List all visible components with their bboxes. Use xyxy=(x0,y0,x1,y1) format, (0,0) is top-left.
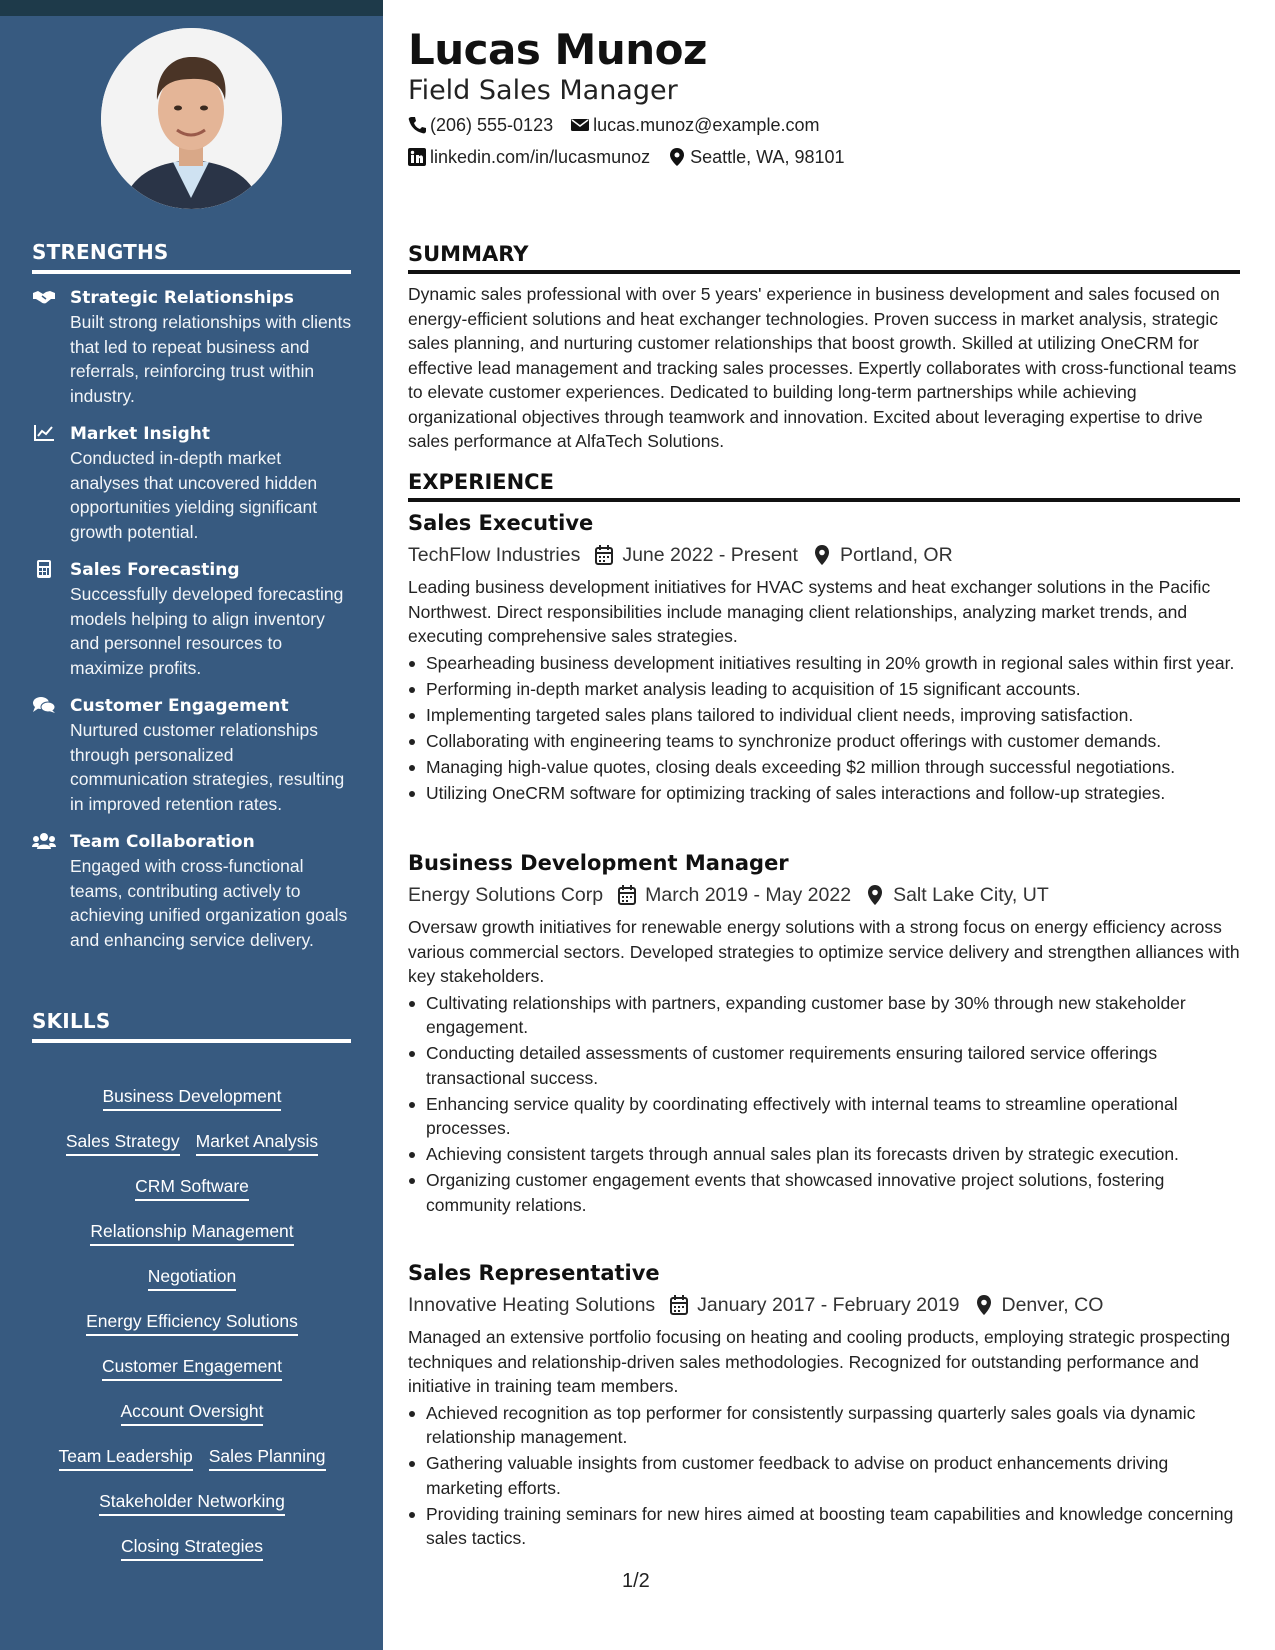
job-title: Sales Representative xyxy=(408,1261,660,1285)
company-name: Energy Solutions Corp xyxy=(408,884,604,906)
strength-title: Sales Forecasting xyxy=(70,560,240,580)
candidate-title: Field Sales Manager xyxy=(408,75,678,106)
job-description: Managed an extensive portfolio focusing on heating and cooling products, employing strategic prospecting techniques and relationship-driven sales methodologies. Recognized for outstanding performance and initiative in training team members. xyxy=(408,1327,1231,1396)
skill-row xyxy=(32,1173,352,1218)
bullet-item: Gathering valuable insights from customer feedback to advise on product enhancements driving marketing efforts. xyxy=(408,1451,1240,1500)
strength-item xyxy=(32,558,352,680)
map-pin-icon xyxy=(974,1295,994,1315)
map-pin-icon xyxy=(865,885,885,905)
bullet-item: Enhancing service quality by coordinating effectively with internal teams to streamline operational processes. xyxy=(408,1092,1240,1141)
linkedin-text: linkedin.com/in/lucasmunoz xyxy=(430,147,651,167)
bullet-item: Achieved recognition as top performer for consistently surpassing quarterly sales goals via dynamic relationship management. xyxy=(408,1401,1240,1450)
calendar-icon xyxy=(594,545,614,565)
strength-title: Team Collaboration xyxy=(70,832,255,852)
calendar-icon xyxy=(617,885,637,905)
location-text: Denver, CO xyxy=(1001,1294,1104,1316)
contact-row-2 xyxy=(408,145,863,169)
chart-line-icon xyxy=(32,424,56,442)
skill-tag: Negotiation xyxy=(148,1264,237,1291)
comments-icon xyxy=(32,696,56,714)
strength-title: Customer Engagement xyxy=(70,696,289,716)
job-bullets xyxy=(408,1401,1240,1551)
job-title: Business Development Manager xyxy=(408,851,789,875)
skill-tag: Team Leadership xyxy=(59,1444,193,1471)
skills-list xyxy=(32,1083,352,1578)
skills-heading: SKILLS xyxy=(32,1009,351,1043)
contact-row xyxy=(408,113,837,137)
email-text: lucas.munoz@example.com xyxy=(593,115,820,135)
dates-text: March 2019 - May 2022 xyxy=(645,884,852,906)
profile-photo xyxy=(101,28,282,209)
skill-tag: Sales Planning xyxy=(209,1444,326,1471)
map-pin-icon xyxy=(812,545,832,565)
job-entry xyxy=(408,849,1240,1219)
job-meta xyxy=(408,1289,1240,1321)
location-text: Portland, OR xyxy=(839,544,953,566)
job-title: Sales Executive xyxy=(408,511,594,535)
location-text: Salt Lake City, UT xyxy=(893,884,1049,906)
skill-tag: Stakeholder Networking xyxy=(99,1489,285,1516)
strengths-heading: STRENGTHS xyxy=(32,240,351,274)
bullet-item: Spearheading business development initiatives resulting in 20% growth in regional sales within first year. xyxy=(408,651,1240,676)
skill-row xyxy=(32,1263,352,1308)
location-text: Seattle, WA, 98101 xyxy=(690,147,845,167)
bullet-item: Providing training seminars for new hires aimed at boosting team capabilities and knowledge concerning sales tactics. xyxy=(408,1502,1240,1551)
job-bullets xyxy=(408,991,1240,1218)
bullet-item: Conducting detailed assessments of customer requirements ensuring tailored service offerings transactional success. xyxy=(408,1041,1240,1090)
linkedin-icon xyxy=(408,148,426,166)
bullet-item: Achieving consistent targets through annual sales plan its forecasts driven by strategic execution. xyxy=(408,1142,1240,1167)
skill-tag: Account Oversight xyxy=(121,1399,264,1426)
strength-item xyxy=(32,422,352,544)
contact-location xyxy=(668,145,844,169)
skill-row xyxy=(32,1533,352,1578)
job-description: Oversaw growth initiatives for renewable energy solutions with a strong focus on energy efficiency across various commercial sectors. Developed strategies to optimize service delivery and strengthen alliances with key stakeholders. xyxy=(408,917,1240,986)
phone-icon xyxy=(408,116,426,134)
skill-row xyxy=(32,1443,352,1488)
contact-phone xyxy=(408,113,553,137)
strength-title: Market Insight xyxy=(70,424,210,444)
job-dates xyxy=(617,879,851,911)
strength-item xyxy=(32,286,352,408)
strength-title: Strategic Relationships xyxy=(70,288,294,308)
contact-linkedin[interactable] xyxy=(408,145,650,169)
strength-item xyxy=(32,830,352,952)
candidate-name: Lucas Munoz xyxy=(408,25,707,74)
job-meta xyxy=(408,879,1240,911)
summary-heading: SUMMARY xyxy=(408,242,1240,274)
strength-desc: Nurtured customer relationships through personalized communication strategies, resulting in improved retention rates. xyxy=(70,720,345,814)
skill-row xyxy=(32,1083,352,1128)
skill-row xyxy=(32,1218,352,1263)
skill-tag: Customer Engagement xyxy=(102,1354,282,1381)
company-name: TechFlow Industries xyxy=(408,544,581,566)
bullet-item: Implementing targeted sales plans tailored to individual client needs, improving satisfaction. xyxy=(408,703,1240,728)
company-name: Innovative Heating Solutions xyxy=(408,1294,656,1316)
calculator-icon xyxy=(32,560,56,578)
page-number: 1/2 xyxy=(622,1570,650,1592)
job-description: Leading business development initiatives for HVAC systems and heat exchanger solutions in the Pacific Northwest. Direct responsibilities include managing client relationships, analyzing market trends, and executing comprehensive sales strategies. xyxy=(408,577,1211,646)
phone-text: (206) 555-0123 xyxy=(430,115,554,135)
job-entry xyxy=(408,509,1240,807)
bullet-item: Performing in-depth market analysis leading to acquisition of 15 significant accounts. xyxy=(408,677,1240,702)
skill-tag: Market Analysis xyxy=(196,1129,319,1156)
summary-text: Dynamic sales professional with over 5 years' experience in business development and sales focused on energy-efficient solutions and heat exchanger technologies. Proven success in market analysis, strategic sales planning, and nurturing customer relationships that boost growth. Skilled at utilizing OneCRM for effective lead management and tracking sales processes. Expertly collaborates with cross-functional teams to elevate customer experiences. Dedicated to building long-term partnerships while achieving organizational objectives through teamwork and innovation. Excited about leveraging expertise to drive sales performance at AlfaTech Solutions. xyxy=(408,284,1237,451)
strength-desc: Conducted in-depth market analyses that uncovered hidden opportunities yielding significant growth potential. xyxy=(70,448,318,542)
skill-tag: CRM Software xyxy=(135,1174,249,1201)
skill-row xyxy=(32,1488,352,1533)
strength-item xyxy=(32,694,352,816)
calendar-icon xyxy=(669,1295,689,1315)
handshake-icon xyxy=(32,288,56,306)
skill-row xyxy=(32,1128,352,1173)
strength-desc: Successfully developed forecasting models helping to align inventory and personnel resources to maximize profits. xyxy=(70,584,344,678)
strength-desc: Built strong relationships with clients that led to repeat business and referrals, reinforcing trust within industry. xyxy=(70,312,352,406)
job-dates xyxy=(594,539,798,571)
skill-tag: Sales Strategy xyxy=(66,1129,180,1156)
dates-text: June 2022 - Present xyxy=(622,544,798,566)
sidebar-top-bar xyxy=(0,0,383,16)
bullet-item: Utilizing OneCRM software for optimizing tracking of sales interactions and follow-up strategies. xyxy=(408,781,1240,806)
bullet-item: Collaborating with engineering teams to synchronize product offerings with customer demands. xyxy=(408,729,1240,754)
map-pin-icon xyxy=(668,148,686,166)
strength-desc: Engaged with cross-functional teams, contributing actively to achieving unified organization goals and enhancing service delivery. xyxy=(70,856,348,950)
job-entry xyxy=(408,1259,1240,1552)
users-icon xyxy=(32,832,56,850)
bullet-item: Managing high-value quotes, closing deals exceeding $2 million through successful negotiations. xyxy=(408,755,1240,780)
skill-row xyxy=(32,1353,352,1398)
envelope-icon xyxy=(571,116,589,134)
skill-row xyxy=(32,1398,352,1443)
experience-heading: EXPERIENCE xyxy=(408,470,1240,502)
skill-tag: Business Development xyxy=(103,1084,282,1111)
skill-tag: Energy Efficiency Solutions xyxy=(86,1309,298,1336)
job-location xyxy=(974,1289,1104,1321)
job-dates xyxy=(669,1289,959,1321)
bullet-item: Organizing customer engagement events that showcased innovative project solutions, fostering community relations. xyxy=(408,1168,1240,1217)
job-location xyxy=(865,879,1049,911)
strengths-list xyxy=(32,286,352,966)
skill-tag: Relationship Management xyxy=(90,1219,293,1246)
job-meta xyxy=(408,539,1240,571)
contact-email[interactable] xyxy=(571,113,819,137)
dates-text: January 2017 - February 2019 xyxy=(697,1294,960,1316)
job-bullets xyxy=(408,651,1240,806)
job-location xyxy=(812,539,953,571)
skill-tag: Closing Strategies xyxy=(121,1534,263,1561)
skill-row xyxy=(32,1308,352,1353)
sidebar xyxy=(0,0,383,1650)
bullet-item: Cultivating relationships with partners, expanding customer base by 30% through new stakeholder engagement. xyxy=(408,991,1240,1040)
